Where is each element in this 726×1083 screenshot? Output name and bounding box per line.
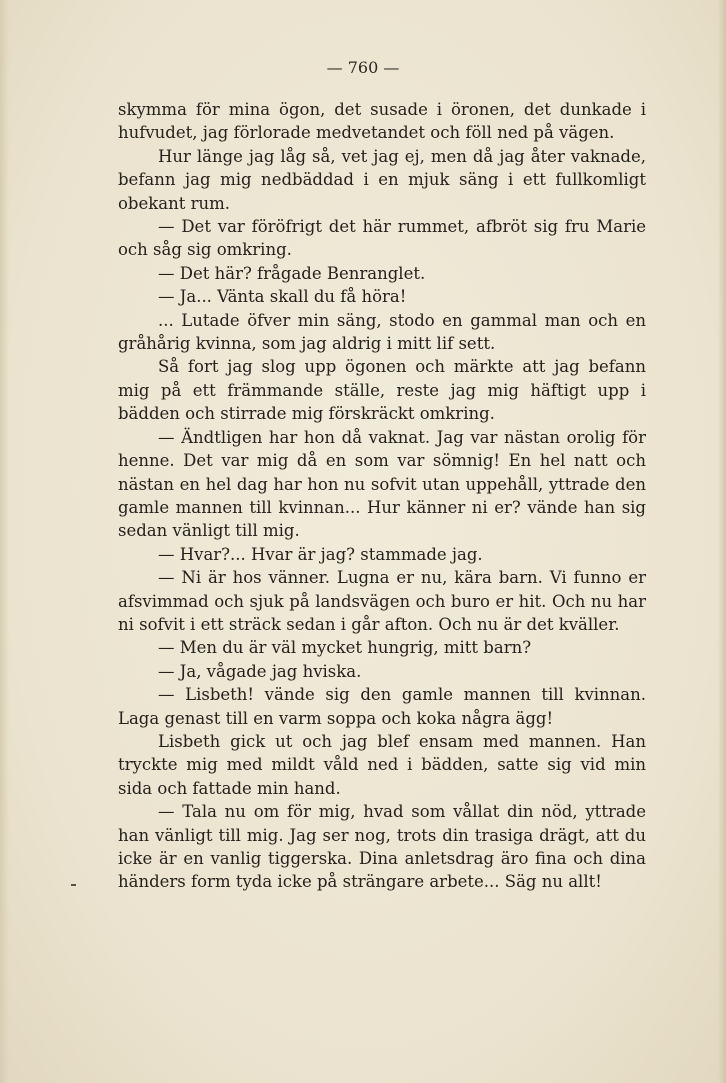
paragraph: — Hvar?... Hvar är jag? stammade jag.	[158, 544, 483, 564]
paragraph: — Lisbeth! vände sig den gamle mannen till kvinnan. Laga genast till en varm soppa och koka några ägg!	[118, 685, 646, 728]
paragraph: — Ni är hos vänner. Lugna er nu, kära barn. Vi funno er afsvimmad och sjuk på landsvägen och buro er hit. Och nu har ni sofvit i ett sträck sedan i går afton. Och nu är det kväller.	[118, 568, 646, 634]
paragraph: Lisbeth gick ut och jag blef ensam med mannen. Han tryckte mig med mildt våld ned i bädden, satte sig vid min sida och fattade min hand.	[118, 731, 646, 798]
body-text	[118, 98, 646, 894]
paragraph: ... Lutade öfver min säng, stodo en gammal man och en gråhårig kvinna, som jag aldrig i mitt lif sett.	[118, 310, 646, 354]
paragraph: — Men du är väl mycket hungrig, mitt barn?	[158, 638, 532, 658]
paragraph: — Ändtligen har hon då vaknat. Jag var nästan orolig för henne. Det var mig då en som var sömnig! En hel natt och nästan en hel dag har hon nu sofvit utan uppehåll, yttrade den gamle mannen till kvinnan... Hur känner ni er? vände han sig sedan vänligt till mig.	[118, 427, 646, 541]
page-right-edge-shadow	[718, 0, 726, 1083]
paragraph: — Det här? frågade Benranglet.	[158, 263, 426, 283]
page-number: — 760 —	[326, 58, 400, 77]
paragraph: — Tala nu om för mig, hvad som vållat din nöd, yttrade han vänligt till mig. Jag ser nog, trots din trasiga drägt, att du icke är en vanlig tiggerska. Dina anletsdrag äro fina och dina händers form tyda icke på strängare arbete... Säg nu allt!	[118, 802, 646, 892]
paragraph: skymma för mina ögon, det susade i öronen, det dunkade i hufvudet, jag förlorade medvetandet och föll ned på vägen.	[118, 100, 646, 143]
paragraph: Så fort jag slog upp ögonen och märkte att jag befann mig på ett främmande ställe, reste jag mig häftigt upp i bädden och stirrade mig förskräckt omkring.	[118, 357, 646, 424]
margin-mark	[71, 884, 76, 886]
paragraph: — Ja, vågade jag hviska.	[158, 661, 362, 681]
page-left-edge-shadow	[0, 0, 9, 1083]
paragraph: — Det var föröfrigt det här rummet, afbröt sig fru Marie och såg sig omkring.	[118, 217, 646, 260]
paragraph: — Ja... Vänta skall du få höra!	[158, 287, 407, 307]
paragraph: Hur länge jag låg så, vet jag ej, men då jag åter vaknade, befann jag mig nedbäddad i en mjuk säng i ett fullkomligt obekant rum.	[118, 146, 646, 213]
